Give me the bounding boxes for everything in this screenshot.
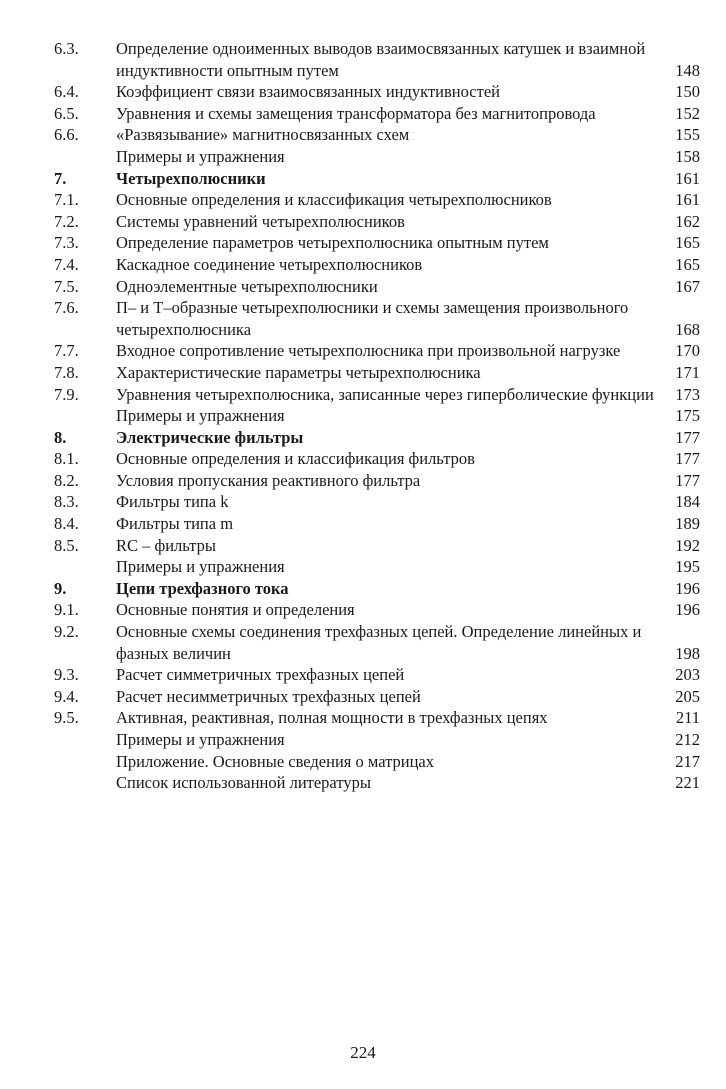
toc-entry [54, 189, 700, 211]
toc-entry-number: 8.3. [54, 492, 79, 512]
toc-entry-number: 9.1. [54, 600, 79, 620]
toc-entry-page: 162 [675, 211, 700, 231]
toc-entry-number: 6.6. [54, 125, 79, 145]
toc-entry-title: Приложение. Основные сведения о матрицах [116, 751, 434, 771]
toc-entry-page: 165 [675, 254, 700, 274]
toc-entry [54, 297, 700, 340]
toc-entry-page: 161 [675, 190, 700, 210]
toc-entry-title: Характеристические параметры четырехполюсника [116, 362, 481, 382]
toc-entry-page: 221 [675, 773, 700, 793]
toc-entry-number: 7.3. [54, 233, 79, 253]
toc-entry [54, 686, 700, 708]
toc-entry-title: Примеры и упражнения [116, 406, 285, 426]
toc-entry [54, 405, 700, 427]
toc-entry-page: 177 [675, 427, 700, 447]
toc-entry-title: Расчет симметричных трехфазных цепей [116, 665, 405, 685]
toc-entry-title: Одноэлементные четырехполюсники [116, 276, 378, 296]
toc-entry-page: 211 [675, 708, 700, 728]
toc-entry-title: П– и Т–образные четырехполюсники и схемы замещения произвольного четырехполюсника [116, 298, 629, 339]
toc-entry-page: 161 [675, 168, 700, 188]
toc-entry [54, 81, 700, 103]
toc-entry-title: Определение параметров четырехполюсника опытным путем [116, 233, 549, 253]
toc-entry-title: «Развязывание» магнитносвязанных схем [116, 125, 410, 145]
toc-entry-number: 8. [54, 427, 67, 447]
toc-entry [54, 535, 700, 557]
toc-entry-number: 7.4. [54, 254, 79, 274]
toc-entry [54, 254, 700, 276]
toc-entry-number: 9.4. [54, 686, 79, 706]
toc-entry-title: Входное сопротивление четырехполюсника при произвольной нагрузке [116, 341, 621, 361]
toc-entry-title: Уравнения четырехполюсника, записанные через гиперболические функции [116, 384, 654, 404]
toc-entry-title: Каскадное соединение четырехполюсников [116, 254, 423, 274]
toc-entry [54, 599, 700, 621]
toc-entry [54, 362, 700, 384]
toc-entry [54, 513, 700, 535]
toc-entry-page: 203 [675, 665, 700, 685]
toc-entry-title: RC – фильтры [116, 535, 216, 555]
toc-entry-title: Коэффициент связи взаимосвязанных индуктивностей [116, 82, 500, 102]
toc-entry-title: Цепи трехфазного тока [116, 578, 289, 598]
page-number: 224 [350, 1043, 376, 1062]
toc-entry-title: Примеры и упражнения [116, 557, 285, 577]
toc-chapter [54, 578, 700, 600]
table-of-contents [54, 38, 700, 794]
toc-entry-title: Основные понятия и определения [116, 600, 355, 620]
toc-entry-page: 155 [675, 125, 700, 145]
toc-entry-page: 170 [675, 341, 700, 361]
toc-entry-title: Электрические фильтры [116, 427, 304, 447]
toc-entry [54, 664, 700, 686]
toc-entry-page: 177 [675, 449, 700, 469]
toc-entry-number: 8.1. [54, 449, 79, 469]
toc-entry-page: 148 [675, 60, 700, 80]
toc-entry [54, 751, 700, 773]
toc-entry [54, 772, 700, 794]
toc-entry [54, 470, 700, 492]
toc-entry [54, 211, 700, 233]
toc-entry-page: 165 [675, 233, 700, 253]
toc-entry [54, 729, 700, 751]
toc-entry-page: 205 [675, 686, 700, 706]
toc-entry-number: 8.2. [54, 470, 79, 490]
toc-entry-number: 9.3. [54, 665, 79, 685]
toc-entry-title: Системы уравнений четырехполюсников [116, 211, 405, 231]
toc-entry-page: 152 [675, 103, 700, 123]
toc-entry [54, 621, 700, 664]
toc-entry-number: 6.4. [54, 82, 79, 102]
toc-entry [54, 276, 700, 298]
toc-entry-page: 184 [675, 492, 700, 512]
toc-entry [54, 384, 700, 406]
toc-entry [54, 707, 700, 729]
toc-entry-number: 7.1. [54, 190, 79, 210]
toc-entry-page: 171 [675, 362, 700, 382]
toc-entry-page: 175 [675, 406, 700, 426]
toc-entry-title: Уравнения и схемы замещения трансформатора без магнитопровода [116, 103, 596, 123]
toc-entry [54, 146, 700, 168]
toc-entry [54, 340, 700, 362]
toc-entry [54, 491, 700, 513]
toc-entry-page: 177 [675, 470, 700, 490]
toc-chapter [54, 168, 700, 190]
toc-entry-number: 7. [54, 168, 67, 188]
toc-entry-title: Определение одноименных выводов взаимосвязанных катушек и взаимной индуктивности опытным путем [116, 39, 646, 80]
toc-entry-number: 9.5. [54, 708, 79, 728]
toc-entry-number: 7.2. [54, 211, 79, 231]
toc-entry-page: 196 [675, 600, 700, 620]
toc-entry-page: 198 [675, 643, 700, 663]
toc-entry-title: Фильтры типа k [116, 492, 229, 512]
toc-chapter [54, 427, 700, 449]
toc-entry-title: Расчет несимметричных трехфазных цепей [116, 686, 421, 706]
toc-entry-page: 196 [675, 578, 700, 598]
toc-entry-number: 6.5. [54, 103, 79, 123]
toc-entry-title: Четырехполюсники [116, 168, 266, 188]
toc-entry-number: 8.4. [54, 514, 79, 534]
toc-entry-title: Примеры и упражнения [116, 146, 285, 166]
toc-entry-title: Список использованной литературы [116, 773, 371, 793]
toc-entry-number: 9. [54, 578, 67, 598]
toc-entry-number: 7.9. [54, 384, 79, 404]
toc-entry [54, 124, 700, 146]
toc-entry [54, 448, 700, 470]
toc-entry-page: 192 [675, 535, 700, 555]
toc-entry [54, 556, 700, 578]
toc-entry-number: 9.2. [54, 622, 79, 642]
toc-entry-page: 158 [675, 146, 700, 166]
toc-entry-page: 212 [675, 730, 700, 749]
toc-entry [54, 38, 700, 81]
toc-entry-page: 173 [675, 384, 700, 404]
toc-entry-title: Примеры и упражнения [116, 730, 285, 749]
toc-entry-title: Основные схемы соединения трехфазных цепей. Определение линейных и фазных величин [116, 622, 642, 663]
toc-entry-number: 7.8. [54, 362, 79, 382]
toc-entry-title: Основные определения и классификация фильтров [116, 449, 475, 469]
toc-entry-title: Условия пропускания реактивного фильтра [116, 470, 421, 490]
toc-entry-title: Основные определения и классификация четырехполюсников [116, 190, 552, 210]
toc-entry-page: 168 [675, 319, 700, 339]
toc-entry-number: 7.5. [54, 276, 79, 296]
toc-entry-title: Фильтры типа m [116, 514, 234, 534]
toc-entry-page: 167 [675, 276, 700, 296]
toc-entry-number: 6.3. [54, 39, 79, 58]
toc-entry-page: 150 [675, 82, 700, 102]
toc-entry-page: 217 [675, 751, 700, 771]
toc-entry-number: 7.7. [54, 341, 79, 361]
toc-entry [54, 232, 700, 254]
toc-entry [54, 103, 700, 125]
toc-entry-title: Активная, реактивная, полная мощности в трехфазных цепях [116, 708, 548, 728]
toc-entry-number: 8.5. [54, 535, 79, 555]
toc-entry-page: 195 [675, 557, 700, 577]
toc-entry-page: 189 [675, 514, 700, 534]
toc-entry-number: 7.6. [54, 298, 79, 318]
